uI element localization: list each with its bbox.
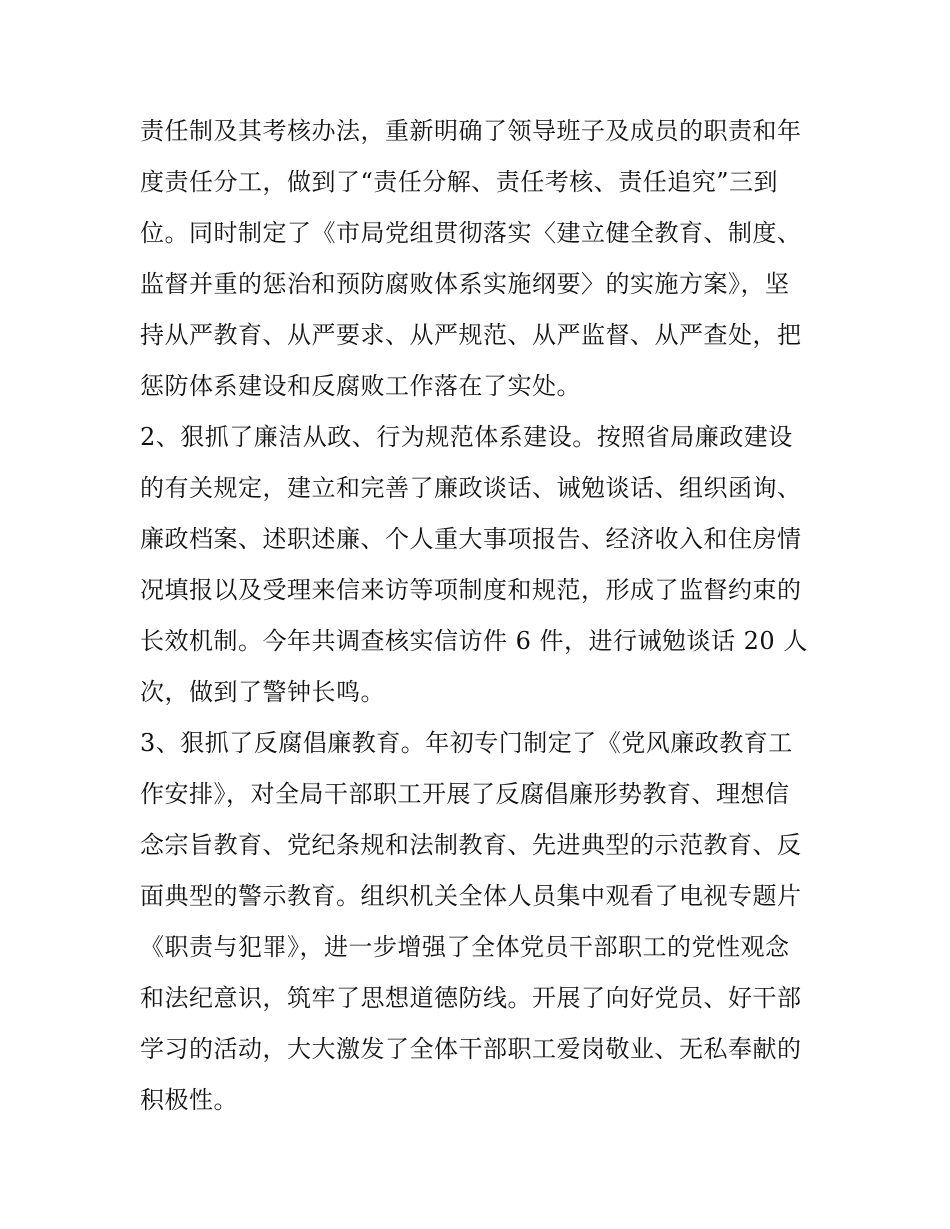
text-line-15: 念宗旨教育、党纪条规和法制教育、先进典型的示范教育、反 [140, 831, 802, 859]
text-line-2: 度责任分工，做到了“责任分解、责任考核、责任追究”三到 [140, 168, 779, 196]
text-line-16: 面典型的警示教育。组织机关全体人员集中观看了电视专题片 [140, 882, 802, 910]
text-line-4: 监督并重的惩治和预防腐败体系实施纲要〉的实施方案》，坚 [140, 270, 790, 298]
text-line-19: 学习的活动，大大激发了全体干部职工爱岗敬业、无私奉献的 [140, 1035, 802, 1063]
text-line-9: 廉政档案、述职述廉、个人重大事项报告、经济收入和住房情 [140, 525, 802, 553]
text-line-10: 况填报以及受理来信来访等项制度和规范，形成了监督约束的 [140, 576, 802, 604]
text-line-18: 和法纪意识，筑牢了思想道德防线。开展了向好党员、好干部 [140, 984, 802, 1012]
text-line-7: 2、狠抓了廉洁从政、行为规范体系建设。按照省局廉政建设 [140, 423, 793, 451]
text-line-14: 作安排》，对全局干部职工开展了反腐倡廉形势教育、理想信 [140, 780, 790, 808]
text-line-12: 次，做到了警钟长鸣。 [140, 678, 385, 706]
text-line-5: 持从严教育、从严要求、从严规范、从严监督、从严查处，把 [140, 321, 802, 349]
text-line-11: 长效机制。今年共调查核实信访件 6 件，进行诫勉谈话 20 人 [140, 627, 808, 655]
text-line-6: 惩防体系建设和反腐败工作落在了实处。 [140, 372, 581, 400]
text-line-3: 位。同时制定了《市局党组贯彻落实〈建立健全教育、制度、 [140, 219, 802, 247]
text-line-1: 责任制及其考核办法，重新明确了领导班子及成员的职责和年 [140, 117, 802, 145]
text-line-13: 3、狠抓了反腐倡廉教育。年初专门制定了《党风廉政教育工 [140, 729, 793, 757]
text-line-20: 积极性。 [140, 1086, 238, 1114]
body-text [140, 106, 820, 1126]
text-line-17: 《职责与犯罪》，进一步增强了全体党员干部职工的党性观念 [140, 933, 790, 961]
text-line-8: 的有关规定，建立和完善了廉政谈话、诫勉谈话、组织函询、 [140, 474, 802, 502]
